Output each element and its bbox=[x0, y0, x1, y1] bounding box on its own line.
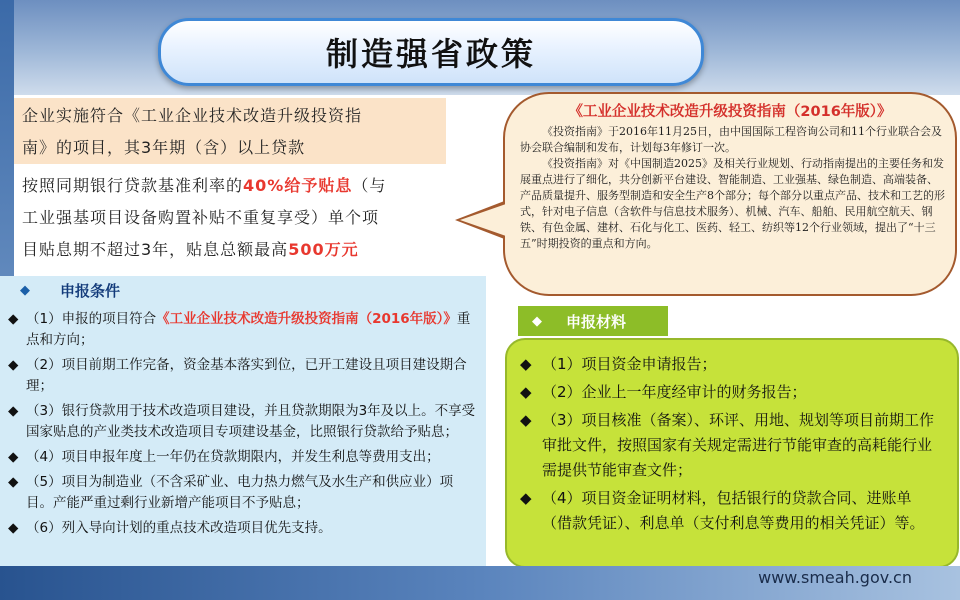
guide-name-highlight: 《工业企业技术改造升级投资指南（2016年版）》 bbox=[156, 311, 457, 327]
condition-item-2 bbox=[8, 355, 480, 397]
diamond-bullet-icon: ◆ bbox=[520, 489, 532, 507]
diamond-bullet-icon: ◆ bbox=[20, 282, 30, 298]
condition-item-1 bbox=[8, 309, 480, 351]
diamond-bullet-icon: ◆ bbox=[8, 311, 19, 327]
diamond-bullet-icon: ◆ bbox=[8, 474, 19, 490]
materials-title: 申报材料 bbox=[566, 312, 627, 331]
material-4-text: （4）项目资金证明材料，包括银行的贷款合同、进账单（借款凭证）、利息单（支付利息等费用的相关凭证）等。 bbox=[542, 489, 925, 532]
material-2-text: （2）企业上一年度经审计的财务报告； bbox=[542, 383, 807, 401]
conditions-header bbox=[0, 276, 486, 304]
title-banner bbox=[158, 18, 704, 86]
summary-line-1b: 南》的项目，其3年期（含）以上贷款 bbox=[22, 138, 306, 157]
summary-line-4 bbox=[22, 234, 442, 266]
materials-header bbox=[518, 306, 668, 336]
condition-3-text: （3）银行贷款用于技术改造项目建设，并且贷款期限为3年及以上。不享受国家贴息的产业类技术改造项目专项建设基金，比照银行贷款给予贴息； bbox=[26, 403, 476, 440]
subsidy-max-amount: 500万元 bbox=[288, 240, 359, 259]
diamond-bullet-icon: ◆ bbox=[8, 403, 19, 419]
conditions-list bbox=[8, 309, 480, 543]
material-item-2 bbox=[520, 380, 940, 405]
condition-2-text: （2）项目前期工作完备，资金基本落实到位，已开工建设且项目建设期合理； bbox=[26, 357, 467, 394]
material-item-4 bbox=[520, 486, 940, 536]
page-title: 制造强省政策 bbox=[325, 35, 536, 73]
summary-line-2-pre: 按照同期银行贷款基准利率的 bbox=[22, 176, 244, 195]
material-item-3 bbox=[520, 408, 940, 483]
condition-item-5 bbox=[8, 472, 480, 514]
callout-body bbox=[520, 124, 948, 252]
material-1-text: （1）项目资金申请报告； bbox=[542, 355, 717, 373]
condition-6-text: （6）列入导向计划的重点技术改造项目优先支持。 bbox=[26, 520, 332, 536]
material-item-1 bbox=[520, 352, 940, 377]
diamond-bullet-icon: ◆ bbox=[8, 520, 19, 536]
callout-tail-fill bbox=[460, 204, 506, 236]
footer-url[interactable]: www.smeah.gov.cn bbox=[758, 568, 912, 587]
condition-4-text: （4）项目申报年度上一年仍在贷款期限内，并发生利息等费用支出； bbox=[26, 449, 440, 465]
diamond-bullet-icon: ◆ bbox=[8, 449, 19, 465]
callout-title: 《工业企业技术改造升级投资指南（2016年版）》 bbox=[568, 104, 892, 120]
materials-list bbox=[520, 352, 940, 539]
summary-line-2 bbox=[22, 170, 442, 202]
conditions-title: 申报条件 bbox=[60, 281, 121, 300]
summary-line-3: 工业强基项目设备购置补贴不重复享受）单个项 bbox=[22, 208, 380, 227]
summary-line-2-post: （与 bbox=[352, 176, 387, 195]
callout-paragraph-2: 《投资指南》对《中国制造2025》及相关行业规划、行动指南提出的主要任务和发展重点进行了细化，共分创新平台建设、智能制造、工业强基、绿色制造、高端装备、产品质量提升、服务型制造和安全生产8个部分；每个部分以重点产品、技术和工艺的形式，针对电子信息（含软件与信息技术服务）、机械、汽车、船舶、民用航空航天、钢铁、有色金属、建材、石化与化工、医药、轻工、纺织等12个行业领域，提出了“十三五”时期投资的重点和方向。 bbox=[520, 157, 945, 250]
summary-line-1a: 企业实施符合《工业企业技术改造升级投资指 bbox=[22, 106, 363, 125]
condition-1-post: 重点和方向； bbox=[26, 311, 471, 348]
condition-item-3 bbox=[8, 401, 480, 443]
diamond-bullet-icon: ◆ bbox=[532, 313, 542, 329]
callout-paragraph-1: 《投资指南》于2016年11月25日，由中国国际工程咨询公司和11个行业联合会及协会联合编制和发布，计划每3年修订一次。 bbox=[520, 125, 942, 154]
subsidy-rate: 40%给予贴息 bbox=[243, 176, 353, 195]
condition-1-pre: （1）申报的项目符合 bbox=[26, 311, 157, 327]
material-3-text: （3）项目核准（备案）、环评、用地、规划等项目前期工作审批文件，按照国家有关规定需进行节能审查的高耗能行业需提供节能审查文件； bbox=[542, 411, 935, 479]
condition-item-4 bbox=[8, 447, 480, 468]
subsidy-summary-box bbox=[14, 98, 446, 270]
summary-line-4-pre: 目贴息期不超过3年，贴息总额最高 bbox=[22, 240, 289, 259]
condition-item-6 bbox=[8, 518, 480, 539]
diamond-bullet-icon: ◆ bbox=[8, 357, 19, 373]
diamond-bullet-icon: ◆ bbox=[520, 411, 532, 429]
diamond-bullet-icon: ◆ bbox=[520, 355, 532, 373]
condition-5-text: （5）项目为制造业（不含采矿业、电力热力燃气及水生产和供应业）项目。产能严重过剩行业新增产能项目不予贴息； bbox=[26, 474, 454, 511]
diamond-bullet-icon: ◆ bbox=[520, 383, 532, 401]
